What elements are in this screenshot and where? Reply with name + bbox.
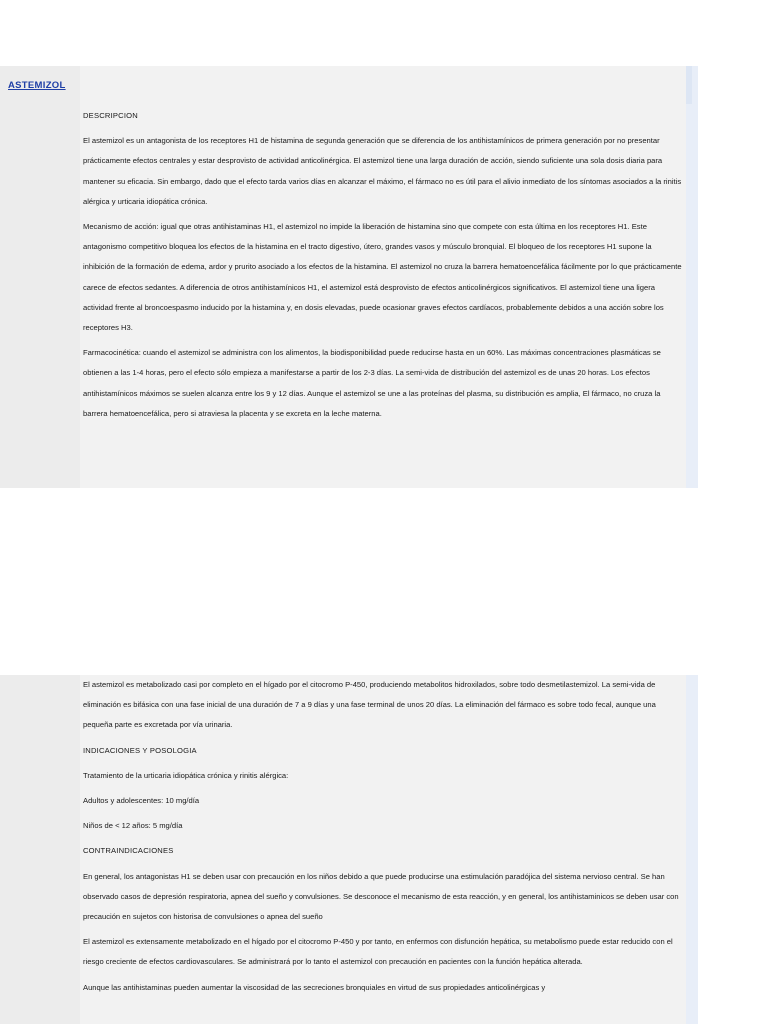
mechanism-paragraph: Mecanismo de acción: igual que otras antihistaminas H1, el astemizol no impide la liberación de histamina sino que compete con esta última en los receptores H1. Este antagonismo competitivo bloquea los efectos de la histamina en el tracto digestivo, útero, grandes vasos y músculo bronquial. El bloqueo de los receptores H1 supone la inhibición de la formación de edema, ardor y prurito asociado a los efectos de la histamina. El astemizol no cruza la barrera hematoencefálica fácilmente por lo que prácticamente carece de efectos sedantes. A diferencia de otros antihistamínicos H1, el astemizol está desprovisto de efectos anticolinérgicos significativos. El astemizol tiene una ligera actividad frente al broncoespasmo inducido por la histamina y, en dosis elevadas, puede ocasionar graves efectos cardíacos, probablemente debidos a una acción sobre los receptores H3. (83, 222, 682, 333)
left-gutter-bottom (0, 675, 80, 1024)
metabolism-paragraph: El astemizol es metabolizado casi por completo en el hígado por el citocromo P-450, produciendo metabolitos hidroxilados, sobre todo desmetilastemizol. La semi-vida de eliminación es bifásica con una fase inicial de una duración de 7 a 9 días y una fase terminal de unos 20 días. La eliminación del fármaco es sobre todo fecal, aunque una pequeña parte es excretada por vía urinaria. (83, 680, 656, 730)
contraindication-paragraph-2: El astemizol es extensamente metabolizado en el hígado por el citocromo P-450 y por tanto, en enfermos con disfunción hepática, su metabolismo puede estar reducido con el riesgo creciente de efectos cardiovasculares. Se administrará por lo tanto el astemizol con precaución en pacientes con la función hepática alterada. (83, 937, 673, 967)
right-rail-bottom (686, 675, 698, 1024)
astemizol-title-link[interactable]: ASTEMIZOL (8, 80, 66, 91)
left-gutter-top (0, 66, 80, 488)
description-paragraph: El astemizol es un antagonista de los receptores H1 de histamina de segunda generación que se diferencia de los antihistamínicos de primera generación por no presentar prácticamente efectos centrales y estar desprovisto de actividad anticolinérgica. El astemizol tiene una larga duración de acción, siendo suficiente una sola dosis diaria para mantener su eficacia. Sin embargo, dado que el efecto tarda varios días en alcanzar el máximo, el fármaco no es útil para el alivio inmediato de los síntomas asociados a la rinitis alérgica y urticaria idiopática crónica. (83, 136, 682, 206)
continued-section (83, 675, 685, 1003)
right-rail-accent (686, 66, 692, 104)
indications-heading: INDICACIONES Y POSOLOGIA (83, 745, 197, 755)
contraindications-heading: CONTRAINDICACIONES (83, 846, 174, 856)
description-section (83, 106, 685, 429)
pharmacokinetics-paragraph: Farmacocinética: cuando el astemizol se administra con los alimentos, la biodisponibilidad puede reducirse hasta en un 60%. Las máximas concentraciones plasmáticas se obtienen a las 1-4 horas, pero el efecto sólo empieza a manifestarse a partir de los 2-3 días. La semi-vida de distribución del astemizol es de unas 20 horas. Los efectos antihistamínicos máximos se suelen alcanza entre los 9 y 12 días. Aunque el astemizol se une a las proteínas del plasma, su distribución es amplia, El fármaco, no cruza la barrera hematoencefálica, pero si atraviesa la placenta y se excreta en la leche materna. (83, 348, 661, 418)
right-rail-top (686, 66, 698, 488)
description-heading: DESCRIPCION (83, 111, 138, 120)
contraindication-paragraph-1: En general, los antagonistas H1 se deben usar con precaución en los niños debido a que puede producirse una estimulación paradójica del sistema nervioso central. Se han observado casos de depresión respiratoria, apnea del sueño y convulsiones. Se desconoce el mecanismo de esta reacción, y en general, los antihistaminicos se deben usar con precaución en sujetos con historisa de convulsiones o apnea del sueño (83, 871, 679, 922)
contraindication-paragraph-3: Aunque las antihistaminas pueden aumentar la viscosidad de las secreciones bronquiales en virtud de sus propiedades anticolinérgicas y (83, 982, 546, 992)
dose-adults: Adultos y adolescentes: 10 mg/día (83, 796, 200, 806)
dose-children: Niños de < 12 años: 5 mg/día (83, 821, 183, 831)
indication-text: Tratamiento de la urticaria idiopática crónica y rinitis alérgica: (83, 770, 289, 780)
